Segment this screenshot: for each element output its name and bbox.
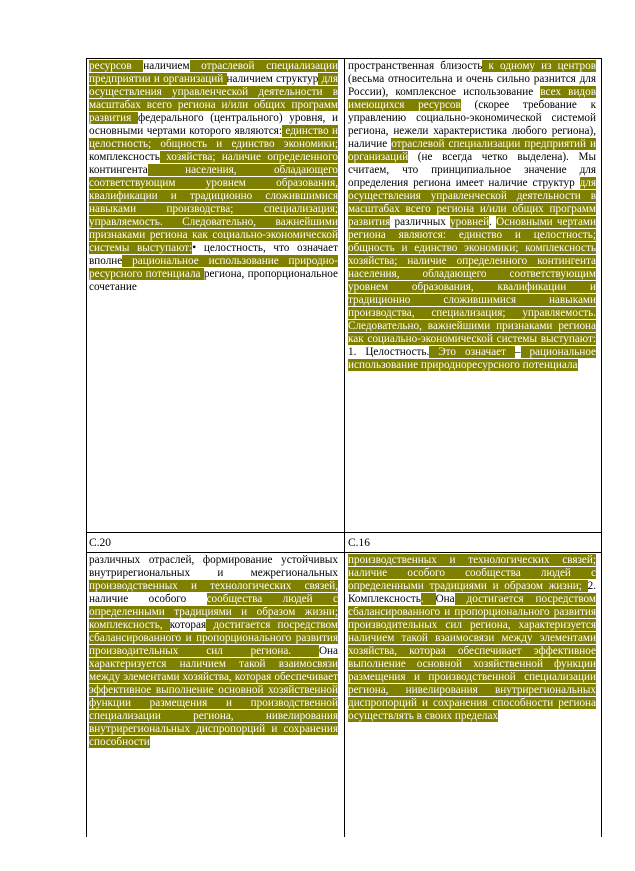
cell-bottom-right	[348, 554, 596, 837]
highlighted-fragment: хозяйства; наличие определенного	[159, 151, 338, 163]
highlighted-fragment: для осуществления управленческой деятельности в масштабах всего региона и/или общих программ развития	[348, 177, 596, 228]
highlighted-fragment: ресурсов	[89, 60, 144, 72]
page-label-right: С.16	[348, 537, 371, 549]
text-bottom-left	[89, 554, 338, 749]
plain-fragment: которая	[169, 619, 207, 631]
table-top-border	[87, 58, 601, 59]
comparison-table	[86, 58, 602, 837]
plain-fragment: наличие особого	[89, 593, 207, 605]
plain-fragment: Она	[318, 645, 338, 657]
highlighted-fragment: достигается посредством сбалансированного и пропорционального развития	[89, 619, 338, 644]
highlighted-fragment: региона, нивелирования внутрирегиональных диспропорций и сохранения способности региона осуществлять в своих пределах	[348, 684, 596, 722]
plain-fragment: Она	[435, 593, 455, 605]
highlighted-fragment: к одному из центров	[482, 60, 596, 72]
plain-fragment: наличием	[143, 60, 190, 72]
plain-fragment: различных отраслей, формирование устойчивых внутрирегиональных и межрегиональных	[89, 554, 338, 579]
highlighted-fragment: производительных сил региона.	[89, 645, 319, 657]
highlighted-fragment: отраслевой специализации предприятии и организаций	[89, 60, 338, 85]
text-top-left	[89, 60, 338, 294]
highlighted-fragment: Это означает	[429, 346, 515, 358]
plain-fragment: (весьма относительна и очень сильно разнится для России), комплексное использование	[348, 73, 596, 98]
row-divider-upper	[87, 532, 601, 533]
plain-fragment: региона, пропорциональное сочетание	[89, 268, 338, 293]
highlighted-fragment: для осуществления управленческой деятельности в масштабах всего региона и/или общих программ развития	[89, 73, 338, 124]
cell-top-right	[348, 60, 596, 532]
plain-fragment: различных	[390, 216, 451, 228]
row-divider-lower	[87, 552, 601, 553]
page-label-left: С.20	[89, 537, 112, 549]
highlighted-fragment: характеризуется наличием такой взаимосвязи между элементами хозяйства, которая обеспечивает эффективное выполнение основной хозяйственной функции размещения и производственной специализации региона, нивелирования внутрирегиональных диспропорций и сохранения способности	[89, 658, 338, 748]
highlighted-fragment: населения, обладающего соответствующим уровнем образования, квалификации и традиционно сложившимися навыками производства; специализация; управляемость. Следовательно, важнейшими признаками региона как социально-экономической системы выступают:	[89, 164, 338, 254]
highlighted-fragment: производственных и технологических связей; наличие особого сообщества людей с определенными традициями и образом жизни;	[348, 554, 596, 592]
plain-fragment: • целостность, что означает вполне	[89, 242, 338, 267]
highlighted-fragment: производительных сил региона, характеризуется наличием такой взаимосвязи между элементами хозяйства, которая обеспечивает эффективное	[348, 619, 596, 657]
plain-fragment: –	[514, 346, 521, 358]
plain-fragment: (скорее требование к управлению социально-экономической системой региона, нежели характеристика любого региона), наличие	[348, 99, 596, 150]
column-divider	[344, 58, 345, 837]
plain-fragment: (не всегда четко выделена). Мы считаем, что принципиальное значение для определения региона имеет наличие структур	[348, 151, 596, 189]
highlighted-fragment: производственных и технологических связей,	[89, 580, 338, 592]
highlighted-fragment: единство и целостность; общность и единство экономики;	[89, 125, 338, 150]
plain-fragment: комплексность	[89, 151, 160, 163]
text-top-right	[348, 60, 596, 372]
plain-fragment: федерального (центрального) уровня, и основными чертами которого являются:	[89, 112, 338, 137]
cell-top-left	[89, 60, 338, 532]
plain-fragment: 1. Целостность.	[348, 346, 430, 358]
highlighted-fragment: уровней	[450, 216, 490, 228]
plain-fragment: .	[489, 216, 497, 228]
plain-fragment: 2. Комплексность	[348, 580, 596, 605]
cell-bottom-left	[89, 554, 338, 837]
highlighted-fragment: .	[420, 593, 436, 605]
plain-fragment: контингента	[89, 164, 148, 176]
highlighted-fragment: сообщества людей с определенными традициями и образом жизни; комплексность,	[89, 593, 338, 631]
highlighted-fragment: всех видов имеющихся ресурсов	[348, 86, 596, 111]
plain-fragment: пространственная близость	[348, 60, 483, 72]
highlighted-fragment: достигается посредством сбалансированного и пропорционального развития	[348, 593, 596, 618]
highlighted-fragment: рациональное использование природноресурсного потенциала	[348, 346, 596, 371]
text-bottom-right	[348, 554, 596, 723]
highlighted-fragment: Основными чертами региона являются: единство и целостность; общность и единство экономики; комплексность хозяйства; наличие определенного контингента населения, обладающего соответствующим уровнем образования, квалификации и традиционно сложившимися навыками производства, специализация; управляемость. Следовательно, важнейшими признаками региона как социально-экономической системы выступают:	[348, 216, 596, 345]
highlighted-fragment: рациональное использование природно-ресурсного потенциала	[89, 255, 338, 280]
highlighted-fragment: отраслевой специализации предприятий и организаций	[348, 138, 596, 163]
highlighted-fragment: выполнение основной хозяйственной функции размещения и производственной специализации	[348, 658, 596, 683]
plain-fragment: наличием структур	[226, 73, 319, 85]
